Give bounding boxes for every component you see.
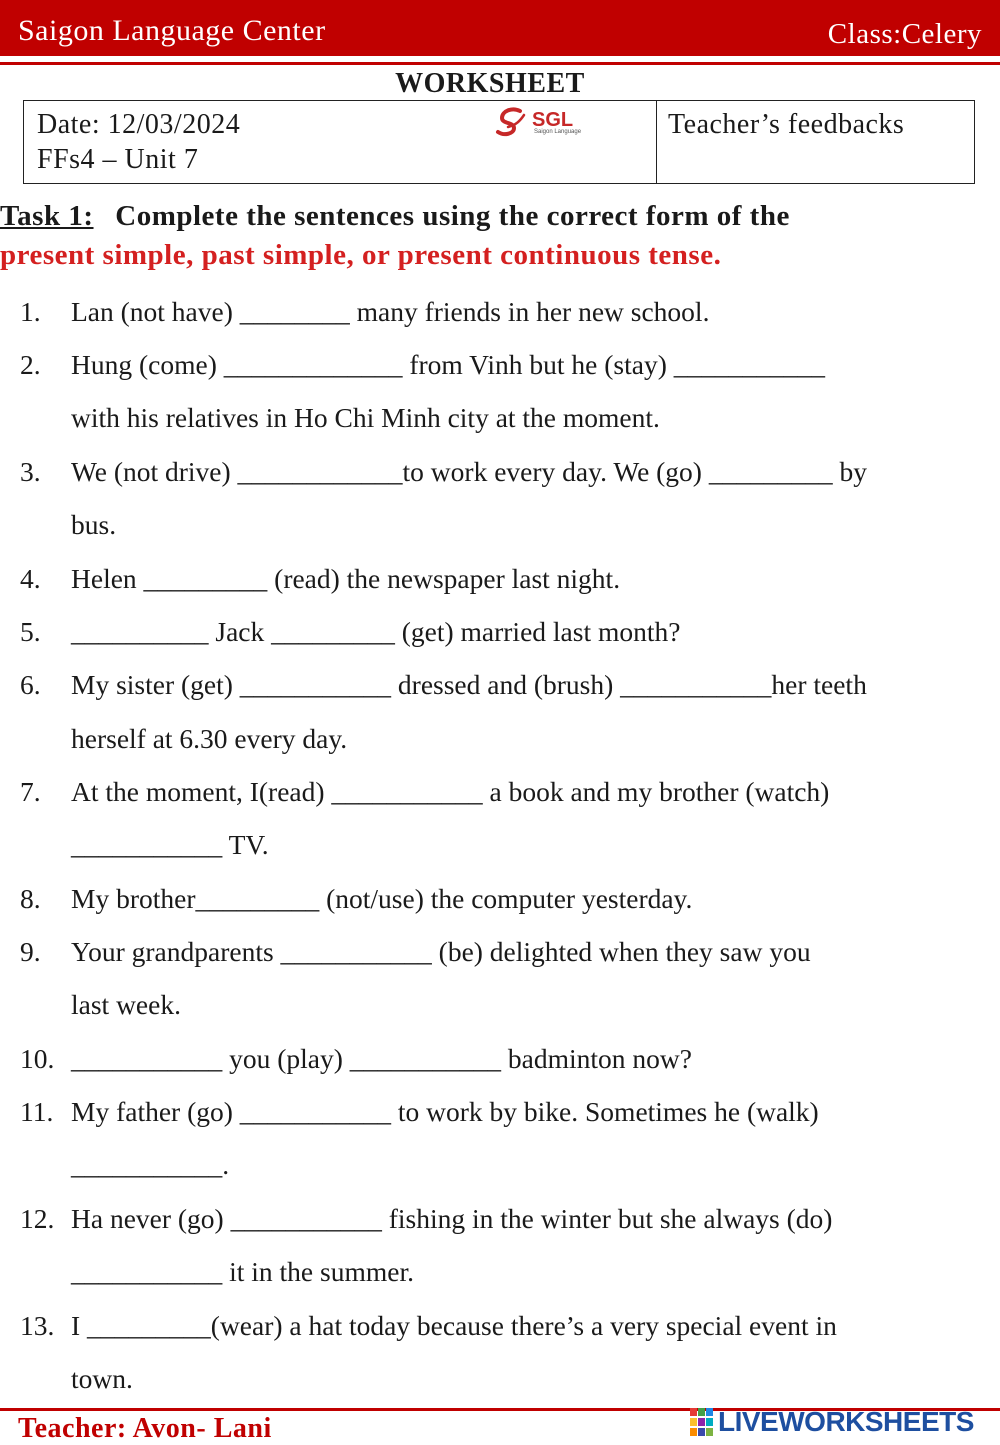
sgl-logo-icon <box>494 105 530 139</box>
center-name: Saigon Language Center <box>18 14 326 47</box>
question-text: town. <box>71 1363 133 1394</box>
question-text: ___________. <box>71 1149 230 1180</box>
teacher-name: Teacher: Avon- Lani <box>18 1413 272 1444</box>
question-text: ___________ TV. <box>71 829 269 860</box>
sgl-logo <box>494 105 604 139</box>
header-bar <box>0 0 1000 56</box>
question-text: last week. <box>71 989 181 1020</box>
question-text: We (not drive) ____________to work every day. We (go) _________ by <box>71 456 867 487</box>
question-number: 6. <box>20 669 41 700</box>
task-label: Task 1: <box>0 200 94 232</box>
question-text: ___________ it in the summer. <box>71 1256 414 1287</box>
question-text: herself at 6.30 every day. <box>71 723 348 754</box>
question-text: Ha never (go) ___________ fishing in the winter but she always (do) <box>71 1203 833 1234</box>
info-left-cell <box>24 101 657 183</box>
task-instruction-line2: present simple, past simple, or present continuous tense. <box>0 239 722 271</box>
logo-subtext: Saigon Language <box>534 129 582 135</box>
question-text: Helen _________ (read) the newspaper last night. <box>71 563 621 594</box>
question-text: ___________ you (play) ___________ badminton now? <box>71 1043 692 1074</box>
question-text: __________ Jack _________ (get) married last month? <box>71 616 681 647</box>
question-number: 8. <box>20 883 41 914</box>
logo-text: SGL <box>532 109 574 131</box>
task-text: Complete the sentences using the correct form of the <box>115 200 790 232</box>
question-text: I _________(wear) a hat today because there’s a very special event in <box>71 1310 837 1341</box>
info-box <box>23 100 975 184</box>
question-number: 11. <box>20 1096 54 1127</box>
question-text: Lan (not have) ________ many friends in her new school. <box>71 296 710 327</box>
question-text: with his relatives in Ho Chi Minh city at the moment. <box>71 402 660 433</box>
question-number: 1. <box>20 296 41 327</box>
liveworksheets-logo <box>690 1404 990 1440</box>
question-text: My sister (get) ___________ dressed and (brush) ___________her teeth <box>71 669 867 700</box>
class-name: Class:Celery <box>827 18 982 50</box>
unit-text: FFs4 – Unit 7 <box>37 144 199 175</box>
worksheet-title: WORKSHEET <box>395 68 585 99</box>
question-text: At the moment, I(read) ___________ a book and my brother (watch) <box>71 776 830 807</box>
question-number: 2. <box>20 349 41 380</box>
question-text: My father (go) ___________ to work by bike. Sometimes he (walk) <box>71 1096 819 1127</box>
question-number: 12. <box>20 1203 55 1234</box>
question-text: Your grandparents ___________ (be) delighted when they saw you <box>71 936 811 967</box>
question-text: My brother_________ (not/use) the computer yesterday. <box>71 883 693 914</box>
date-text: Date: 12/03/2024 <box>37 109 241 140</box>
question-number: 4. <box>20 563 41 594</box>
question-number: 13. <box>20 1310 55 1341</box>
question-number: 5. <box>20 616 41 647</box>
question-number: 3. <box>20 456 41 487</box>
question-number: 7. <box>20 776 41 807</box>
teacher-feedback-label: Teacher’s feedbacks <box>668 109 905 140</box>
question-text: Hung (come) _____________ from Vinh but he (stay) ___________ <box>71 349 825 380</box>
task-instruction-line1 <box>0 200 790 233</box>
header-rule <box>0 62 1000 65</box>
question-number: 9. <box>20 936 41 967</box>
liveworksheets-grid-icon <box>690 1408 714 1436</box>
liveworksheets-text: LIVEWORKSHEETS <box>718 1406 974 1437</box>
question-text: bus. <box>71 509 117 540</box>
question-number: 10. <box>20 1043 55 1074</box>
